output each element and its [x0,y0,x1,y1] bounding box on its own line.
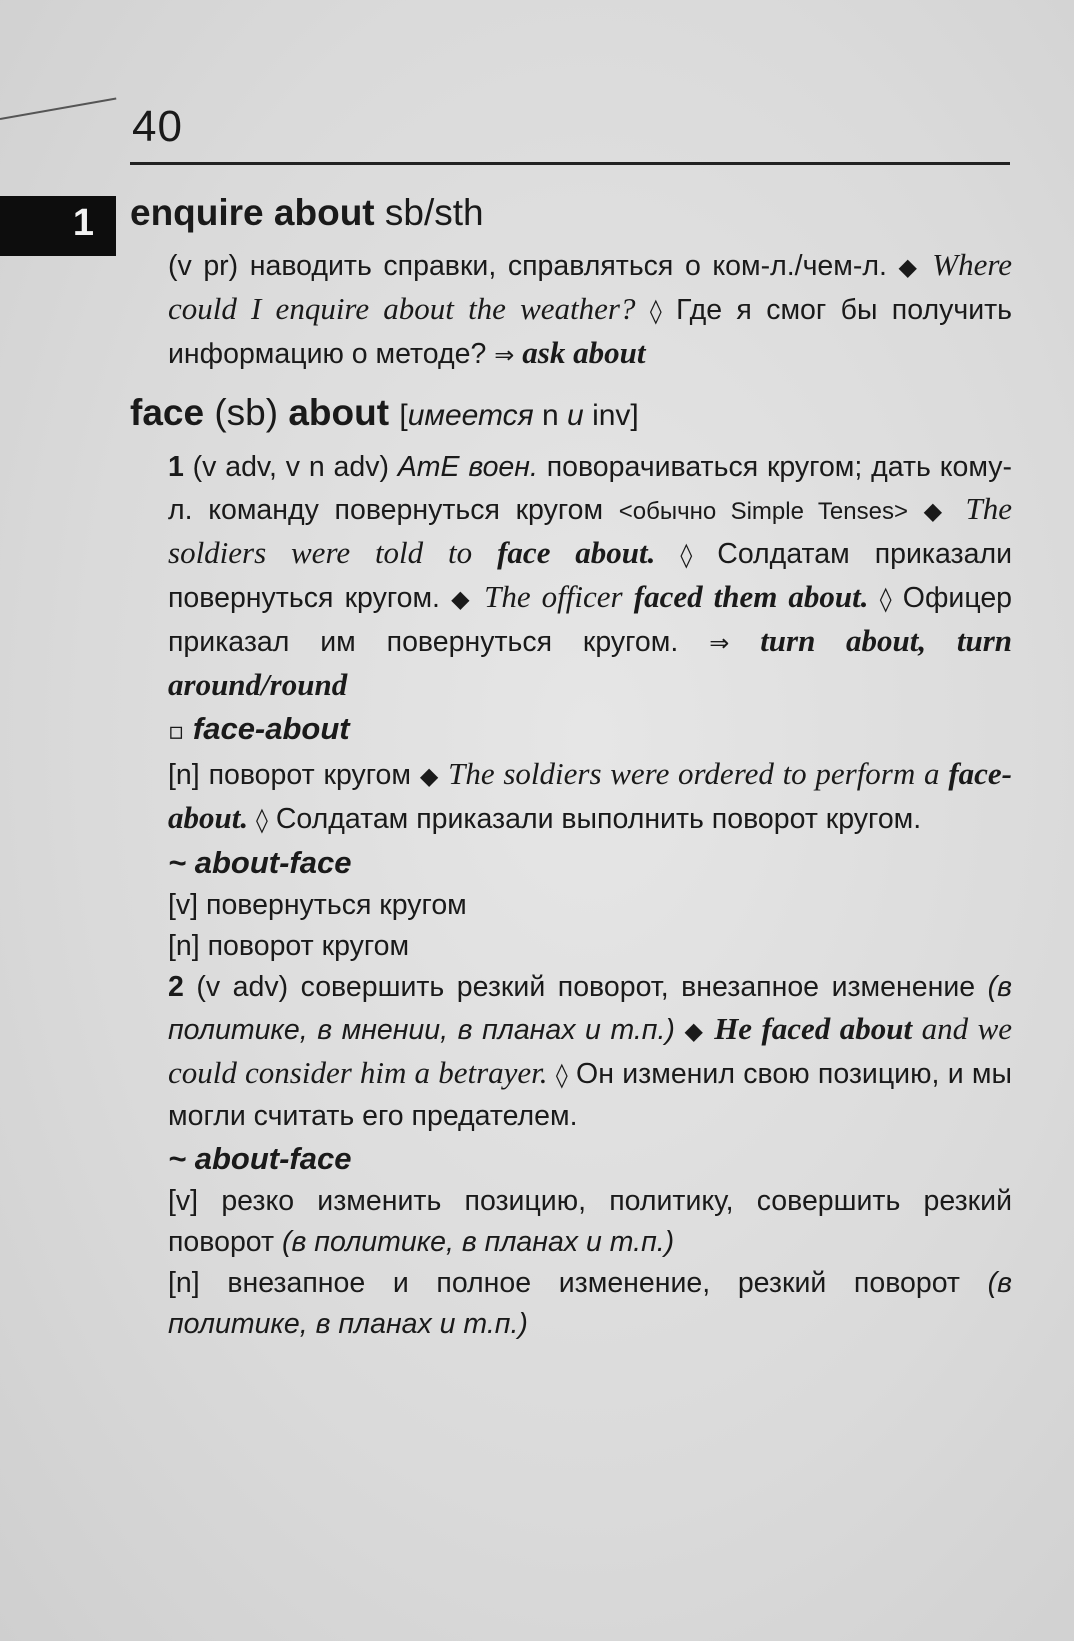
example-en: The officer [484,579,623,614]
example-diamond-icon: ◆ [419,762,440,790]
sense-1 [168,447,1012,707]
headword-object: (sb) [214,392,279,433]
header-rule [130,162,1010,165]
see-arrow-icon: ⇒ [494,341,515,369]
derived-headword [168,841,1012,885]
derived-grammar: [v] [168,1185,199,1217]
example-diamond-icon: ◆ [684,1017,705,1045]
bracket-open: [ [399,399,408,432]
tilde-marker: ~ [168,845,187,880]
derived-def: поворот кругом [207,930,410,962]
see-reference: turn about, turn around/round [168,623,1013,702]
translation-diamond-icon: ◊ [649,297,662,325]
headword [130,388,1012,441]
derived-definition [168,885,1012,926]
entry-body [168,244,1012,376]
derived-word: about-face [194,845,352,880]
derived-def: поворот кругом [208,759,411,791]
derived-definition [168,1181,1012,1263]
example-en: The soldiers were told to [168,491,1012,570]
derived-grammar: [n] [168,1267,200,1299]
entry-face-about [130,388,1012,1345]
grammar-note [399,399,638,432]
derived-headword [168,707,1012,753]
derived-definition [168,926,1012,967]
derived-grammar: [n] [168,930,200,962]
section-tab-number: 1 [72,202,94,244]
sense-number: 2 [168,971,184,1003]
page-number: 40 [132,102,183,151]
derived-def: повернуться кругом [206,889,467,921]
derived-grammar: [n] [168,759,200,791]
example-ru: Офицер приказал им повернуться кругом. [168,582,1013,658]
entry-enquire-about [130,188,1012,376]
translation-diamond-icon: ◊ [879,585,892,613]
usage-label: (в политике, в планах и т.п.) [168,1267,1013,1340]
example-en: The soldiers were ordered to perform a [448,756,940,791]
headword-text: enquire about [130,192,375,233]
derived-grammar: [v] [168,889,199,921]
sense-grammar: (v adv) [196,971,289,1003]
translation-diamond-icon: ◊ [680,541,693,569]
definition: совершить резкий поворот, внезапное изменение [300,971,976,1003]
grammar-label: имеется [407,399,534,432]
usage-label: (в политике, в планах и т.п.) [282,1226,675,1258]
example-diamond-icon: ◆ [923,497,950,525]
example-en: and we could consider him a betrayer. [168,1011,1012,1090]
example-diamond-icon: ◆ [451,585,473,613]
translation-diamond-icon: ◊ [256,806,268,834]
see-arrow-icon: ⇒ [709,629,730,657]
derived-headword [168,1137,1012,1181]
usage-label: (в политике, в мнении, в планах и т.п.) [168,971,1012,1046]
derived-def: внезапное и полное изменение, резкий поворот [227,1267,960,1299]
example-ru: Солдатам приказали повернуться кругом. [168,538,1013,614]
example-en-bold: faced them about. [633,579,869,614]
example-ru: Солдатам приказали выполнить поворот кругом. [275,803,922,835]
sense-grammar: (v adv, v n adv) [192,451,389,483]
example-ru: Где я смог бы получить информацию о методе? [168,294,1013,370]
derived-def: резко изменить позицию, политику, совершить резкий поворот [168,1185,1012,1258]
headword-args: sb/sth [384,192,484,233]
example-en: Where could I enquire about the weather? [168,247,1013,326]
definition: (v pr) наводить справки, справляться о ком-л./чем-л. [168,250,887,282]
example-en-bold: He faced about [714,1011,913,1046]
tilde-marker: ~ [168,1141,187,1176]
definition: поворачиваться кругом; дать кому-л. команду повернуться кругом [168,451,1012,526]
sense-number: 1 [168,451,184,483]
example-ru: Он изменил свою позицию, и мы могли считать его предателем. [168,1058,1012,1132]
grammar-inv: inv] [592,399,639,432]
grammar-and: и [567,399,584,432]
grammar-n: n [542,399,559,432]
headword-text: face [130,392,205,433]
headword-particle: about [288,392,390,433]
derived-definition [168,753,1012,841]
usage-label: AmE воен. [397,451,538,483]
headword [130,188,1012,238]
see-reference: ask about [522,335,646,370]
translation-diamond-icon: ◊ [555,1061,568,1089]
sense-2 [168,967,1012,1137]
example-en-bold: face-about. [168,756,1013,835]
dictionary-content [130,188,1012,1345]
derived-definition [168,1263,1012,1345]
example-diamond-icon: ◆ [898,253,921,281]
derived-word: about-face [194,1141,352,1176]
entry-body [168,447,1012,1345]
section-tab [0,196,116,256]
square-marker-icon: ▫ [168,717,185,745]
derived-word: face-about [192,711,350,746]
entry-paragraph [168,244,1012,376]
example-en-bold: face about. [497,535,656,570]
usage-note: <обычно Simple Tenses> [618,498,908,525]
